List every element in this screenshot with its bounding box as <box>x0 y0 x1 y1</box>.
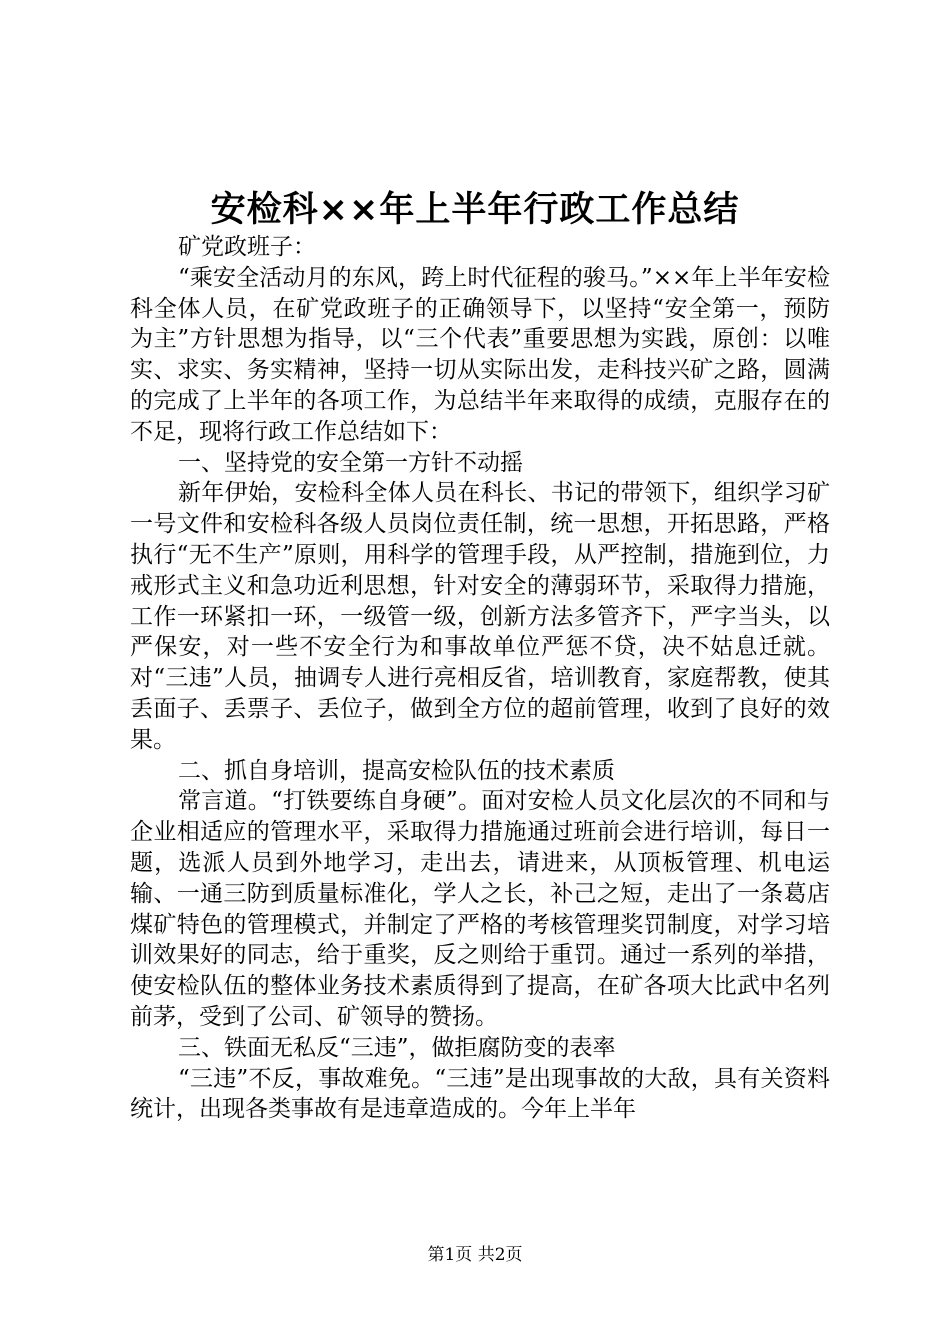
section-body-3: “三违”不反，事故难免。“三违”是出现事故的大敌，具有关资料统计，出现各类事故有是违章造成的。今年上半年 <box>130 1065 830 1123</box>
section-heading-3: 三、铁面无私反“三违”，做拒腐防变的表率 <box>178 1034 616 1061</box>
document-body <box>130 232 830 1125</box>
page-number-footer: 第1页 共2页 <box>427 1245 523 1265</box>
section-heading-1: 一、坚持党的安全第一方针不动摇 <box>178 449 523 476</box>
intro-paragraph: “乘安全活动月的东风，跨上时代征程的骏马。”××年上半年安检科全体人员，在矿党政班子的正确领导下，以坚持“安全第一，预防为主”方针思想为指导，以“三个代表”重要思想为实践，原创：以唯实、求实、务实精神，坚持一切从实际出发，走科技兴矿之路，圆满的完成了上半年的各项工作，为总结半年来取得的成绩，克服存在的不足，现将行政工作总结如下： <box>130 264 830 445</box>
section-heading-2: 二、抓自身培训，提高安检队伍的技术素质 <box>178 757 615 784</box>
salutation: 矿党政班子： <box>178 234 316 260</box>
section-body-2: 常言道。“打铁要练自身硬”。面对安检人员文化层次的不同和与企业相适应的管理水平，采取得力措施通过班前会进行培训，每日一题，选派人员到外地学习，走出去，请进来，从顶板管理、机电运输、一通三防到质量标准化，学人之长，补己之短，走出了一条葛店煤矿特色的管理模式，并制定了严格的考核管理奖罚制度，对学习培训效果好的同志，给于重奖，反之则给于重罚。通过一系列的举措，使安检队伍的整体业务技术素质得到了提高，在矿各项大比武中名列前茅，受到了公司、矿领导的赞扬。 <box>130 788 830 1030</box>
document-title: 安检科××年上半年行政工作总结 <box>210 190 740 230</box>
section-body-1: 新年伊始，安检科全体人员在科长、书记的带领下，组织学习矿一号文件和安检科各级人员岗位责任制，统一思想，开拓思路，严格执行“无不生产”原则，用科学的管理手段，从严控制，措施到位，力戒形式主义和急功近利思想，针对安全的薄弱环节，采取得力措施，工作一环紧扣一环，一级管一级，创新方法多管齐下，严字当头，以严保安，对一些不安全行为和事故单位严惩不贷，决不姑息迁就。对“三违”人员，抽调专人进行亮相反省，培训教育，家庭帮教，使其丢面子、丢票子、丢位子，做到全方位的超前管理，收到了良好的效果。 <box>130 480 830 753</box>
